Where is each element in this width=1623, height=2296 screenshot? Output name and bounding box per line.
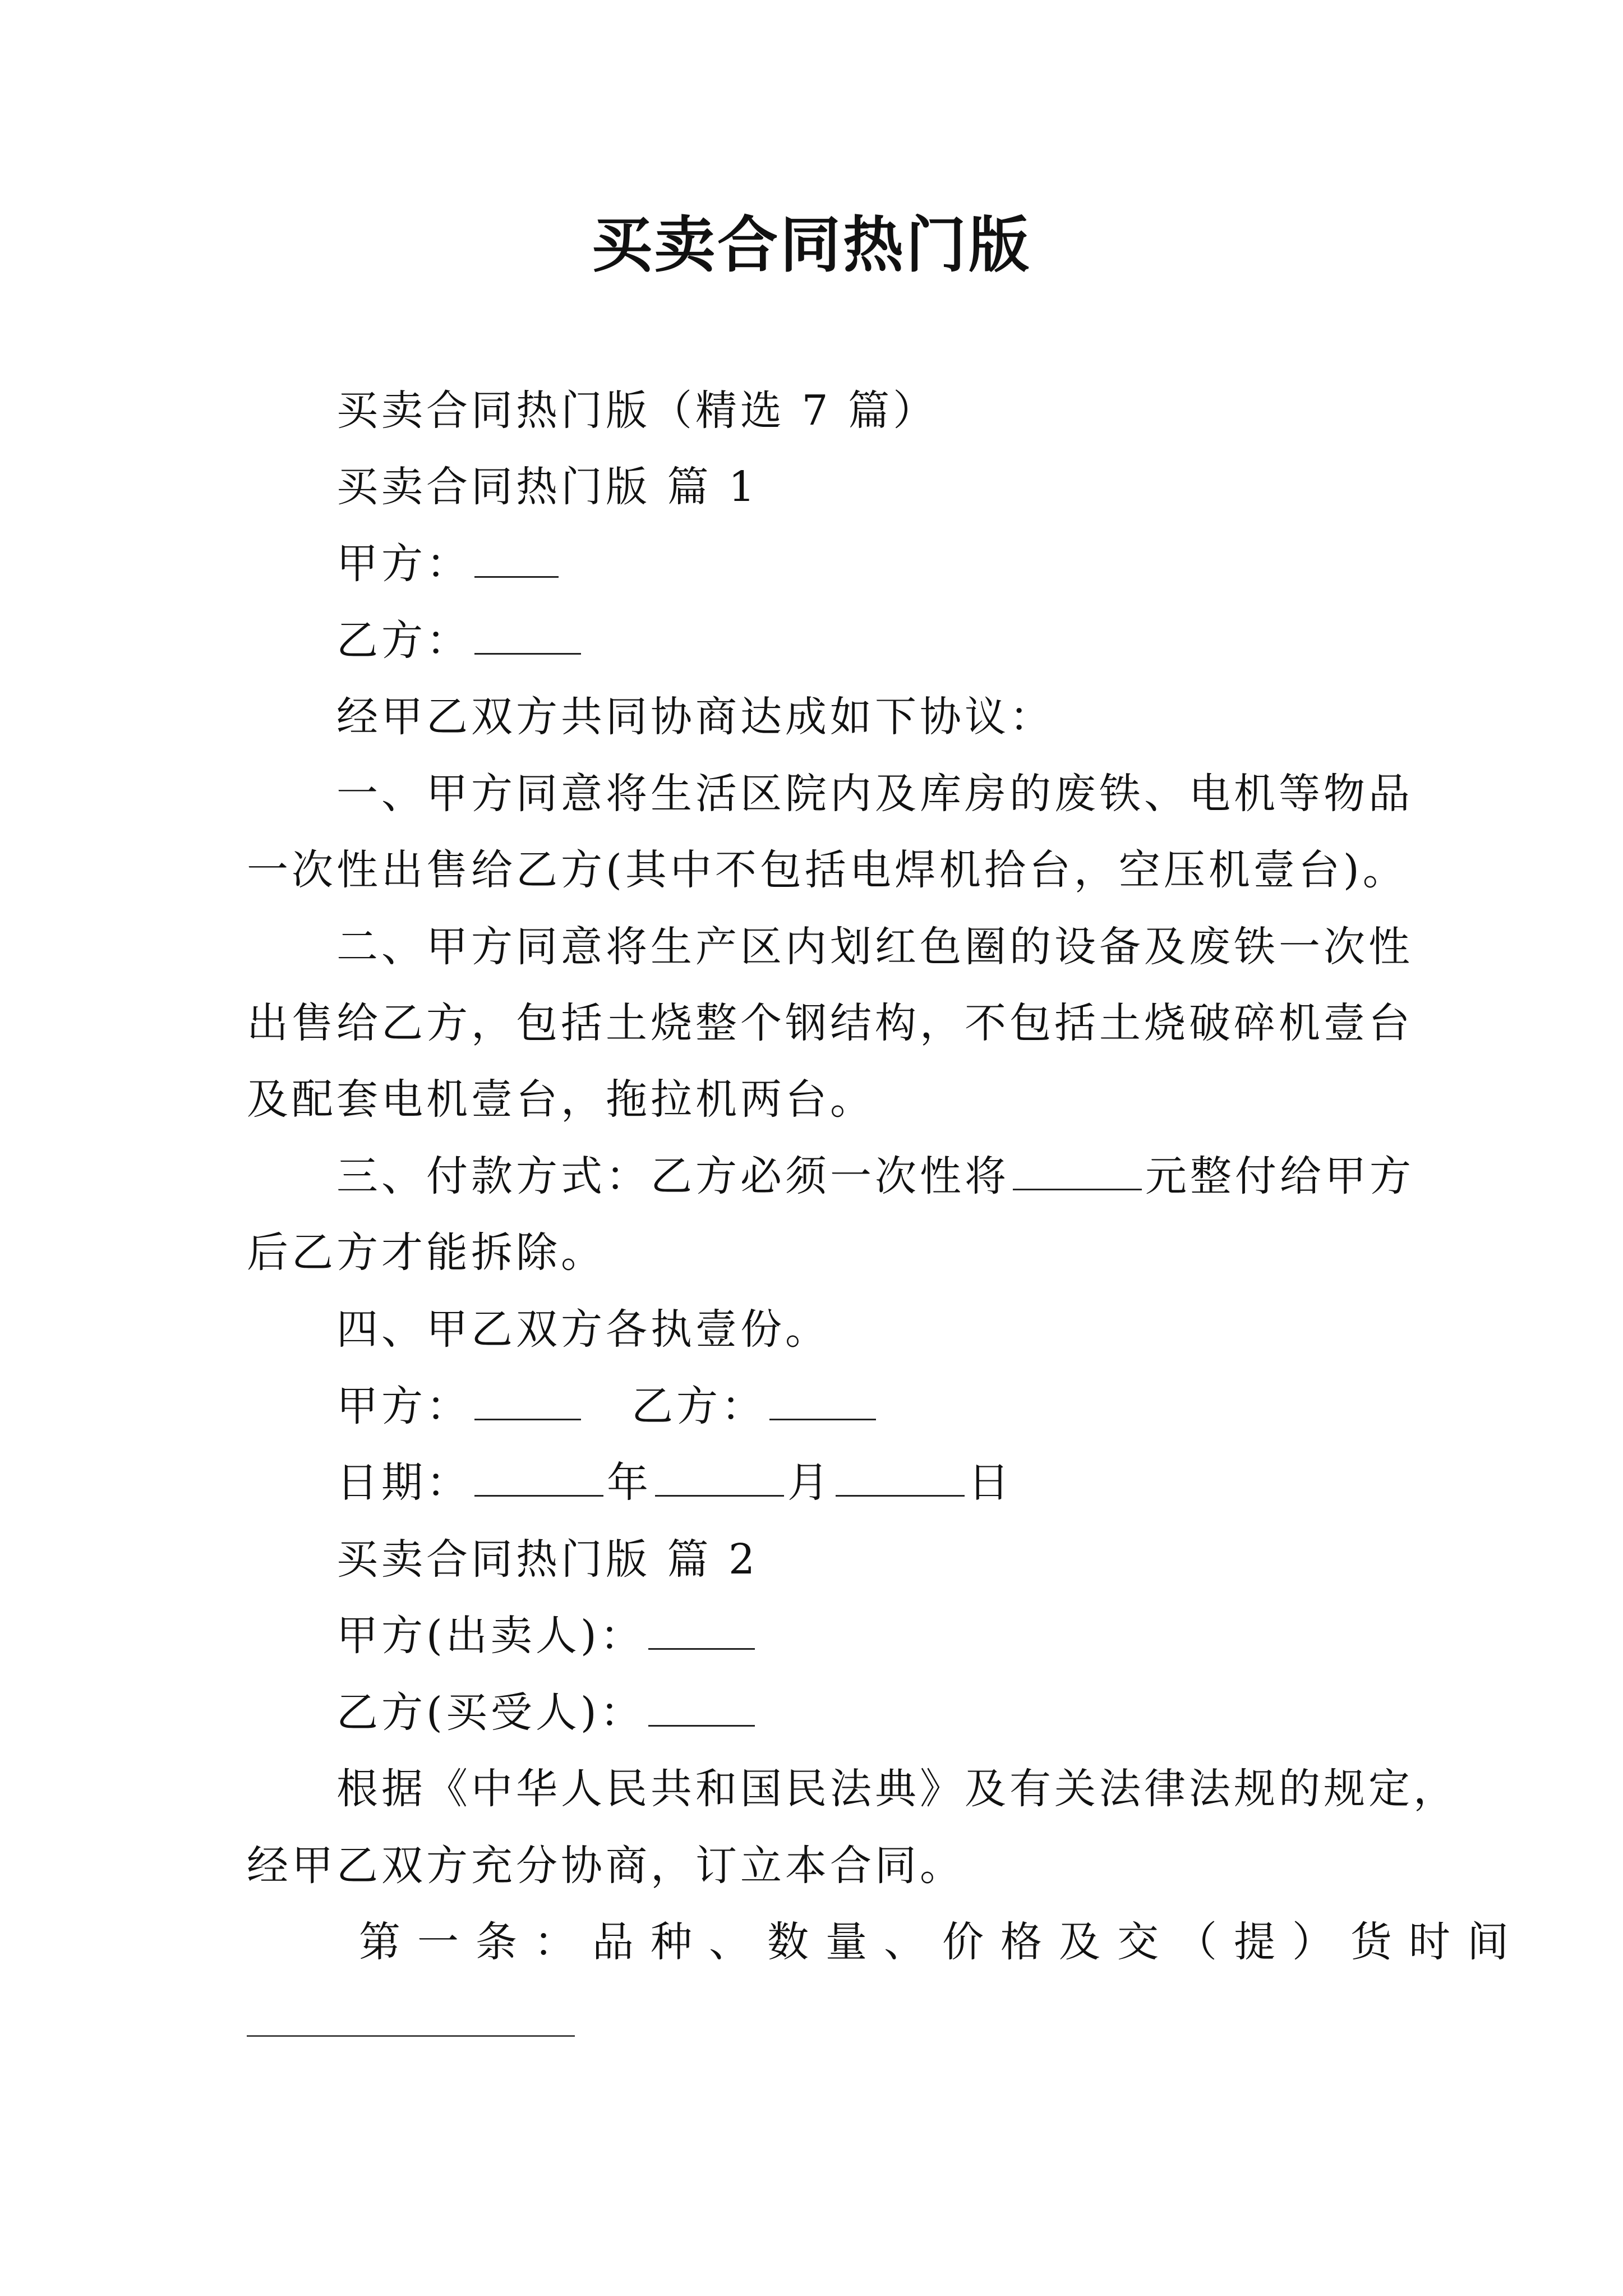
buyer-label: 乙方(买受人)：	[336, 1688, 645, 1737]
amount-blank	[1013, 1155, 1142, 1190]
agreement-intro: 经甲乙双方共同协商达成如下协议：	[336, 693, 1054, 741]
party-a-blank	[474, 542, 559, 578]
month-blank	[655, 1461, 784, 1497]
clause-1-line-1: 一、甲方同意将生活区院内及库房的废铁、电机等物品	[336, 770, 1413, 818]
month-label: 月	[787, 1458, 832, 1507]
sign-party-a-label: 甲方：	[336, 1382, 471, 1430]
sign-party-a-blank	[474, 1385, 581, 1420]
year-blank	[474, 1461, 603, 1497]
clause-3-text-a: 三、付款方式：乙方必须一次性将	[336, 1152, 1009, 1200]
legal-basis-line-1: 根据《中华人民共和国民法典》及有关法律法规的规定，	[336, 1765, 1458, 1813]
clause-3-line-1	[336, 1148, 1414, 1204]
seller-blank	[648, 1614, 755, 1650]
subtitle-selection: 买卖合同热门版（精选 7 篇）	[336, 386, 938, 435]
article-1-heading: 第一条：品种、数量、价格及交（提）货时间	[359, 1918, 1525, 1966]
day-label: 日	[968, 1458, 1013, 1507]
section-heading-1: 买卖合同热门版 篇 1	[336, 463, 759, 511]
footnote-divider	[247, 2035, 575, 2037]
buyer-line	[336, 1685, 758, 1741]
seller-label: 甲方(出卖人)：	[336, 1612, 645, 1660]
section-heading-2: 买卖合同热门版 篇 2	[336, 1535, 759, 1584]
clause-2-line-2: 出售给乙方，包括土烧整个钢结构，不包括土烧破碎机壹台	[247, 999, 1413, 1047]
party-a-label: 甲方：	[336, 540, 471, 588]
clause-2-line-1: 二、甲方同意将生产区内划红色圈的设备及废铁一次性	[336, 923, 1413, 971]
clause-2-line-3: 及配套电机壹台，拖拉机两台。	[247, 1075, 875, 1124]
signature-line	[336, 1378, 879, 1434]
sign-party-b-blank	[769, 1385, 876, 1420]
party-b-label: 乙方：	[336, 616, 471, 665]
date-line	[336, 1455, 1013, 1511]
document-title: 买卖合同热门版	[591, 210, 1031, 280]
date-label: 日期：	[336, 1458, 471, 1507]
year-label: 年	[607, 1458, 652, 1507]
day-blank	[836, 1461, 965, 1497]
party-b-blank	[474, 619, 581, 655]
clause-3-line-2: 后乙方才能拆除。	[247, 1228, 606, 1277]
party-a-line	[336, 536, 562, 592]
buyer-blank	[648, 1691, 755, 1727]
clause-1-line-2: 一次性出售给乙方(其中不包括电焊机拾台，空压机壹台)。	[247, 846, 1408, 894]
sign-party-b-label: 乙方：	[631, 1382, 766, 1430]
party-b-line	[336, 613, 584, 669]
clause-3-text-b: 元整付给甲方	[1145, 1152, 1414, 1200]
seller-line	[336, 1608, 758, 1664]
clause-4: 四、甲乙双方各执壹份。	[336, 1305, 830, 1354]
legal-basis-line-2: 经甲乙双方充分协商，订立本合同。	[247, 1842, 965, 1890]
